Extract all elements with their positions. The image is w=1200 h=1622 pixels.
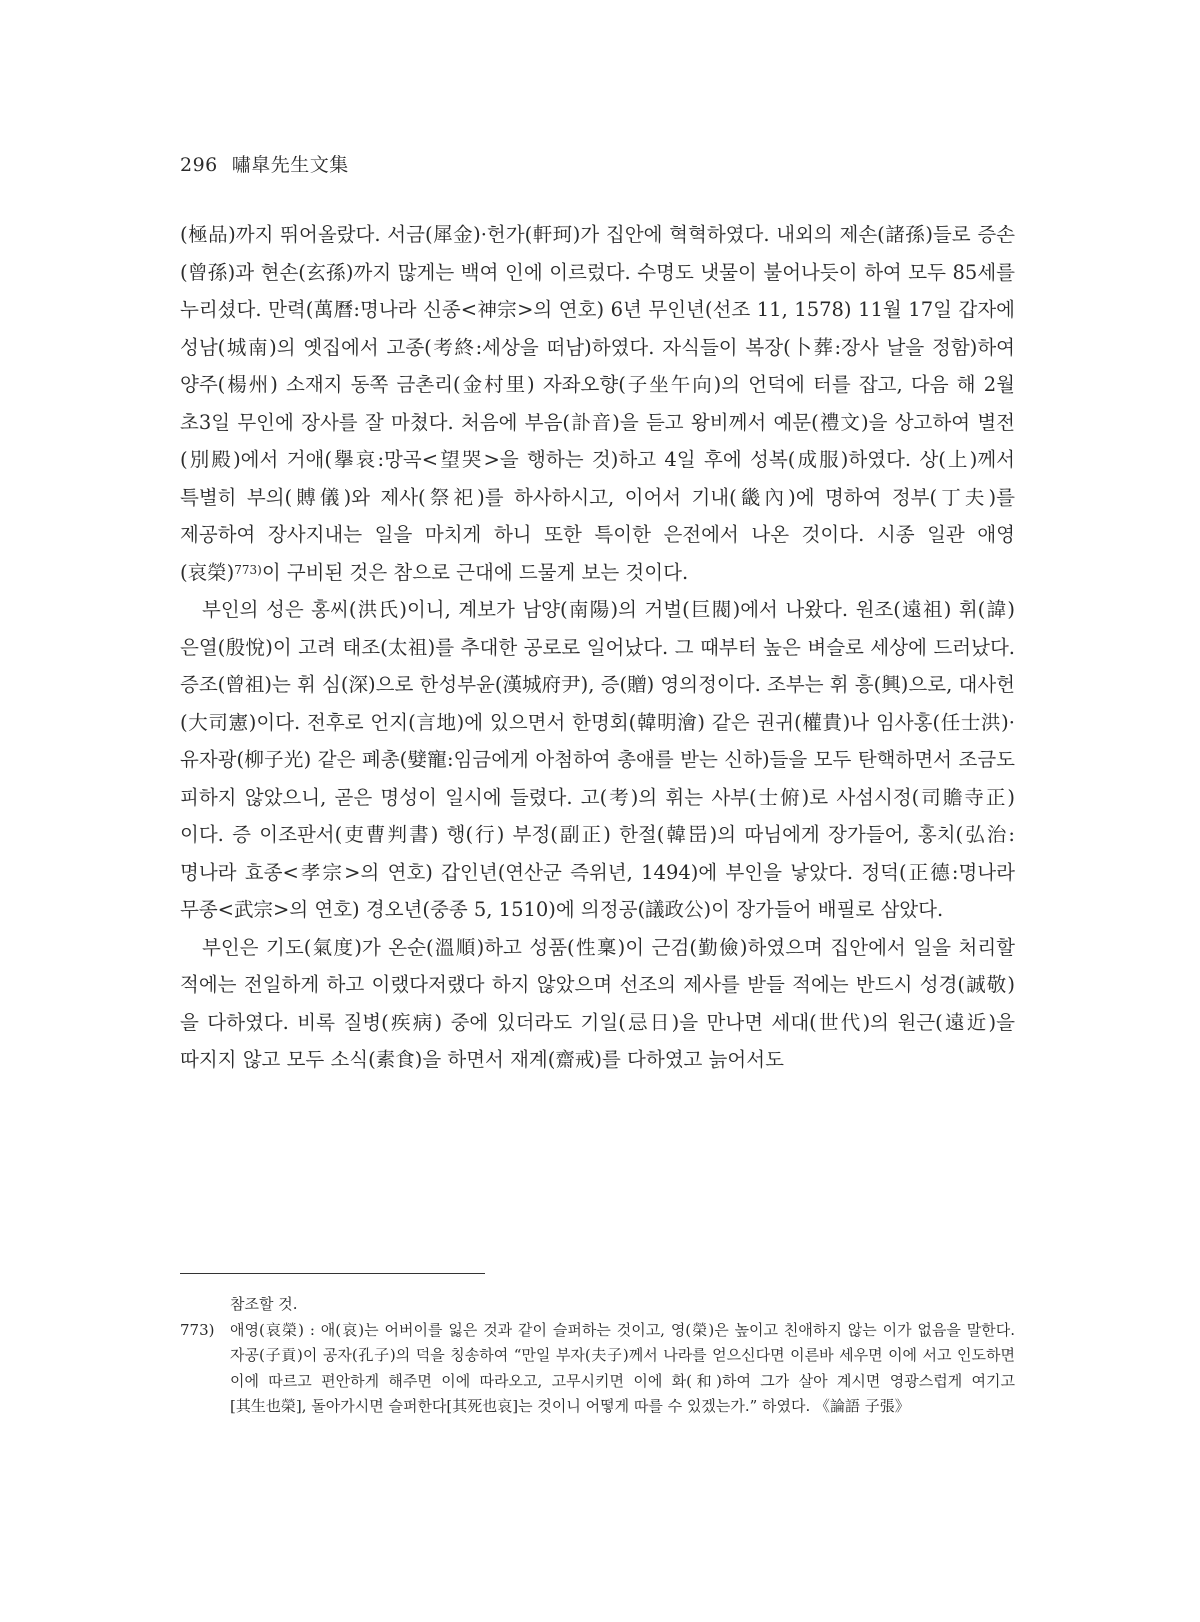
footnote-divider xyxy=(180,1273,485,1274)
footnote-773 xyxy=(180,1318,1015,1420)
footnote-continued: 참조할 것. xyxy=(230,1295,298,1313)
footnotes xyxy=(180,1292,1015,1420)
paragraph-1 xyxy=(180,216,1015,591)
footnote-number: 773) xyxy=(180,1320,215,1339)
page-number: 296 xyxy=(180,154,218,176)
book-title: 嘯皐先生文集 xyxy=(231,154,349,176)
paragraph-2: 부인의 성은 홍씨(洪氏)이니, 계보가 남양(南陽)의 거벌(巨閥)에서 나왔다. 원조(遠祖) 휘(諱) 은열(殷悅)이 고려 태조(太祖)를 추대한 공로로 일어났다. 그 때부터 높은 벼슬로 세상에 드러났다. 증조(曾祖)는 휘 심(深)으로 한성부윤(漢城府尹), 증(贈) 영의정이다. 조부는 휘 흥(興)으로, 대사헌(大司憲)이다. 전후로 언지(言地)에 있으면서 한명회(韓明澮) 같은 권귀(權貴)나 임사홍(任士洪)·유자광(柳子光) 같은 폐총(嬖寵:임금에게 아첨하여 총애를 받는 신하)들을 모두 탄핵하면서 조금도 피하지 않았으니, 곧은 명성이 일시에 들렸다. 고(考)의 휘는 사부(士俯)로 사섬시정(司贍寺正)이다. 증 이조판서(吏曹判書) 행(行) 부정(副正) 한절(韓岊)의 따님에게 장가들어, 홍치(弘治:명나라 효종<孝宗>의 연호) 갑인년(연산군 즉위년, 1494)에 부인을 낳았다. 정덕(正德:명나라 무종<武宗>의 연호) 경오년(중종 5, 1510)에 의정공(議政公)이 장가들어 배필로 삼았다. xyxy=(180,598,1015,921)
paragraph-1-text: (極品)까지 뛰어올랐다. 서금(犀金)·헌가(軒珂)가 집안에 혁혁하였다. 내외의 제손(諸孫)들로 증손(曾孫)과 현손(玄孫)까지 많게는 백여 인에 이르렀다. 수명도 냇물이 불어나듯이 하여 모두 85세를 누리셨다. 만력(萬曆:명나라 신종<神宗>의 연호) 6년 무인년(선조 11, 1578) 11월 17일 갑자에 성남(城南)의 옛집에서 고종(考終:세상을 떠남)하였다. 자식들이 복장(卜葬:장사 날을 정함)하여 양주(楊州) 소재지 동쪽 금촌리(金村里) 자좌오향(子坐午向)의 언덕에 터를 잡고, 다음 해 2월 초3일 무인에 장사를 잘 마쳤다. 처음에 부음(訃音)을 듣고 왕비께서 예문(禮文)을 상고하여 별전(別殿)에서 거애(擧哀:망곡<望哭>을 행하는 것)하고 4일 후에 성복(成服)하였다. 상(上)께서 특별히 부의(賻儀)와 제사(祭祀)를 하사하시고, 이어서 기내(畿內)에 명하여 정부(丁夫)를 제공하여 장사지내는 일을 마치게 하니 또한 특이한 은전에서 나온 것이다. 시종 일관 애영(哀榮) xyxy=(180,223,1015,584)
footnote-text: 애영(哀榮) : 애(哀)는 어버이를 잃은 것과 같이 슬퍼하는 것이고, 영(榮)은 높이고 친애하지 않는 이가 없음을 말한다. 자공(子貢)이 공자(孔子)의 덕을 칭송하여 “만일 부자(夫子)께서 나라를 얻으신다면 이른바 세우면 이에 서고 인도하면 이에 따르고 편안하게 해주면 이에 따라오고, 고무시키면 이에 화(和)하여 그가 살아 계시면 영광스럽게 여기고[其生也榮], 돌아가시면 슬퍼한다[其死也哀]는 것이니 어떻게 따를 수 있겠는가.” 하였다. 《論語 子張》 xyxy=(230,1320,1015,1415)
paragraph-1-tail: 이 구비된 것은 참으로 근대에 드물게 보는 것이다. xyxy=(261,560,689,584)
running-header xyxy=(180,150,349,177)
paragraph-3: 부인은 기도(氣度)가 온순(溫順)하고 성품(性稟)이 근검(勤儉)하였으며 집안에서 일을 처리할 적에는 전일하게 하고 이랬다저랬다 하지 않았으며 선조의 제사를 받들 적에는 반드시 성경(誠敬)을 다하였다. 비록 질병(疾病) 중에 있더라도 기일(忌日)을 만나면 세대(世代)의 원근(遠近)을 따지지 않고 모두 소식(素食)을 하면서 재계(齋戒)를 다하였고 늙어서도 xyxy=(180,935,1015,1071)
footnote-reference: 773) xyxy=(234,562,262,577)
body-text xyxy=(180,216,1015,1079)
